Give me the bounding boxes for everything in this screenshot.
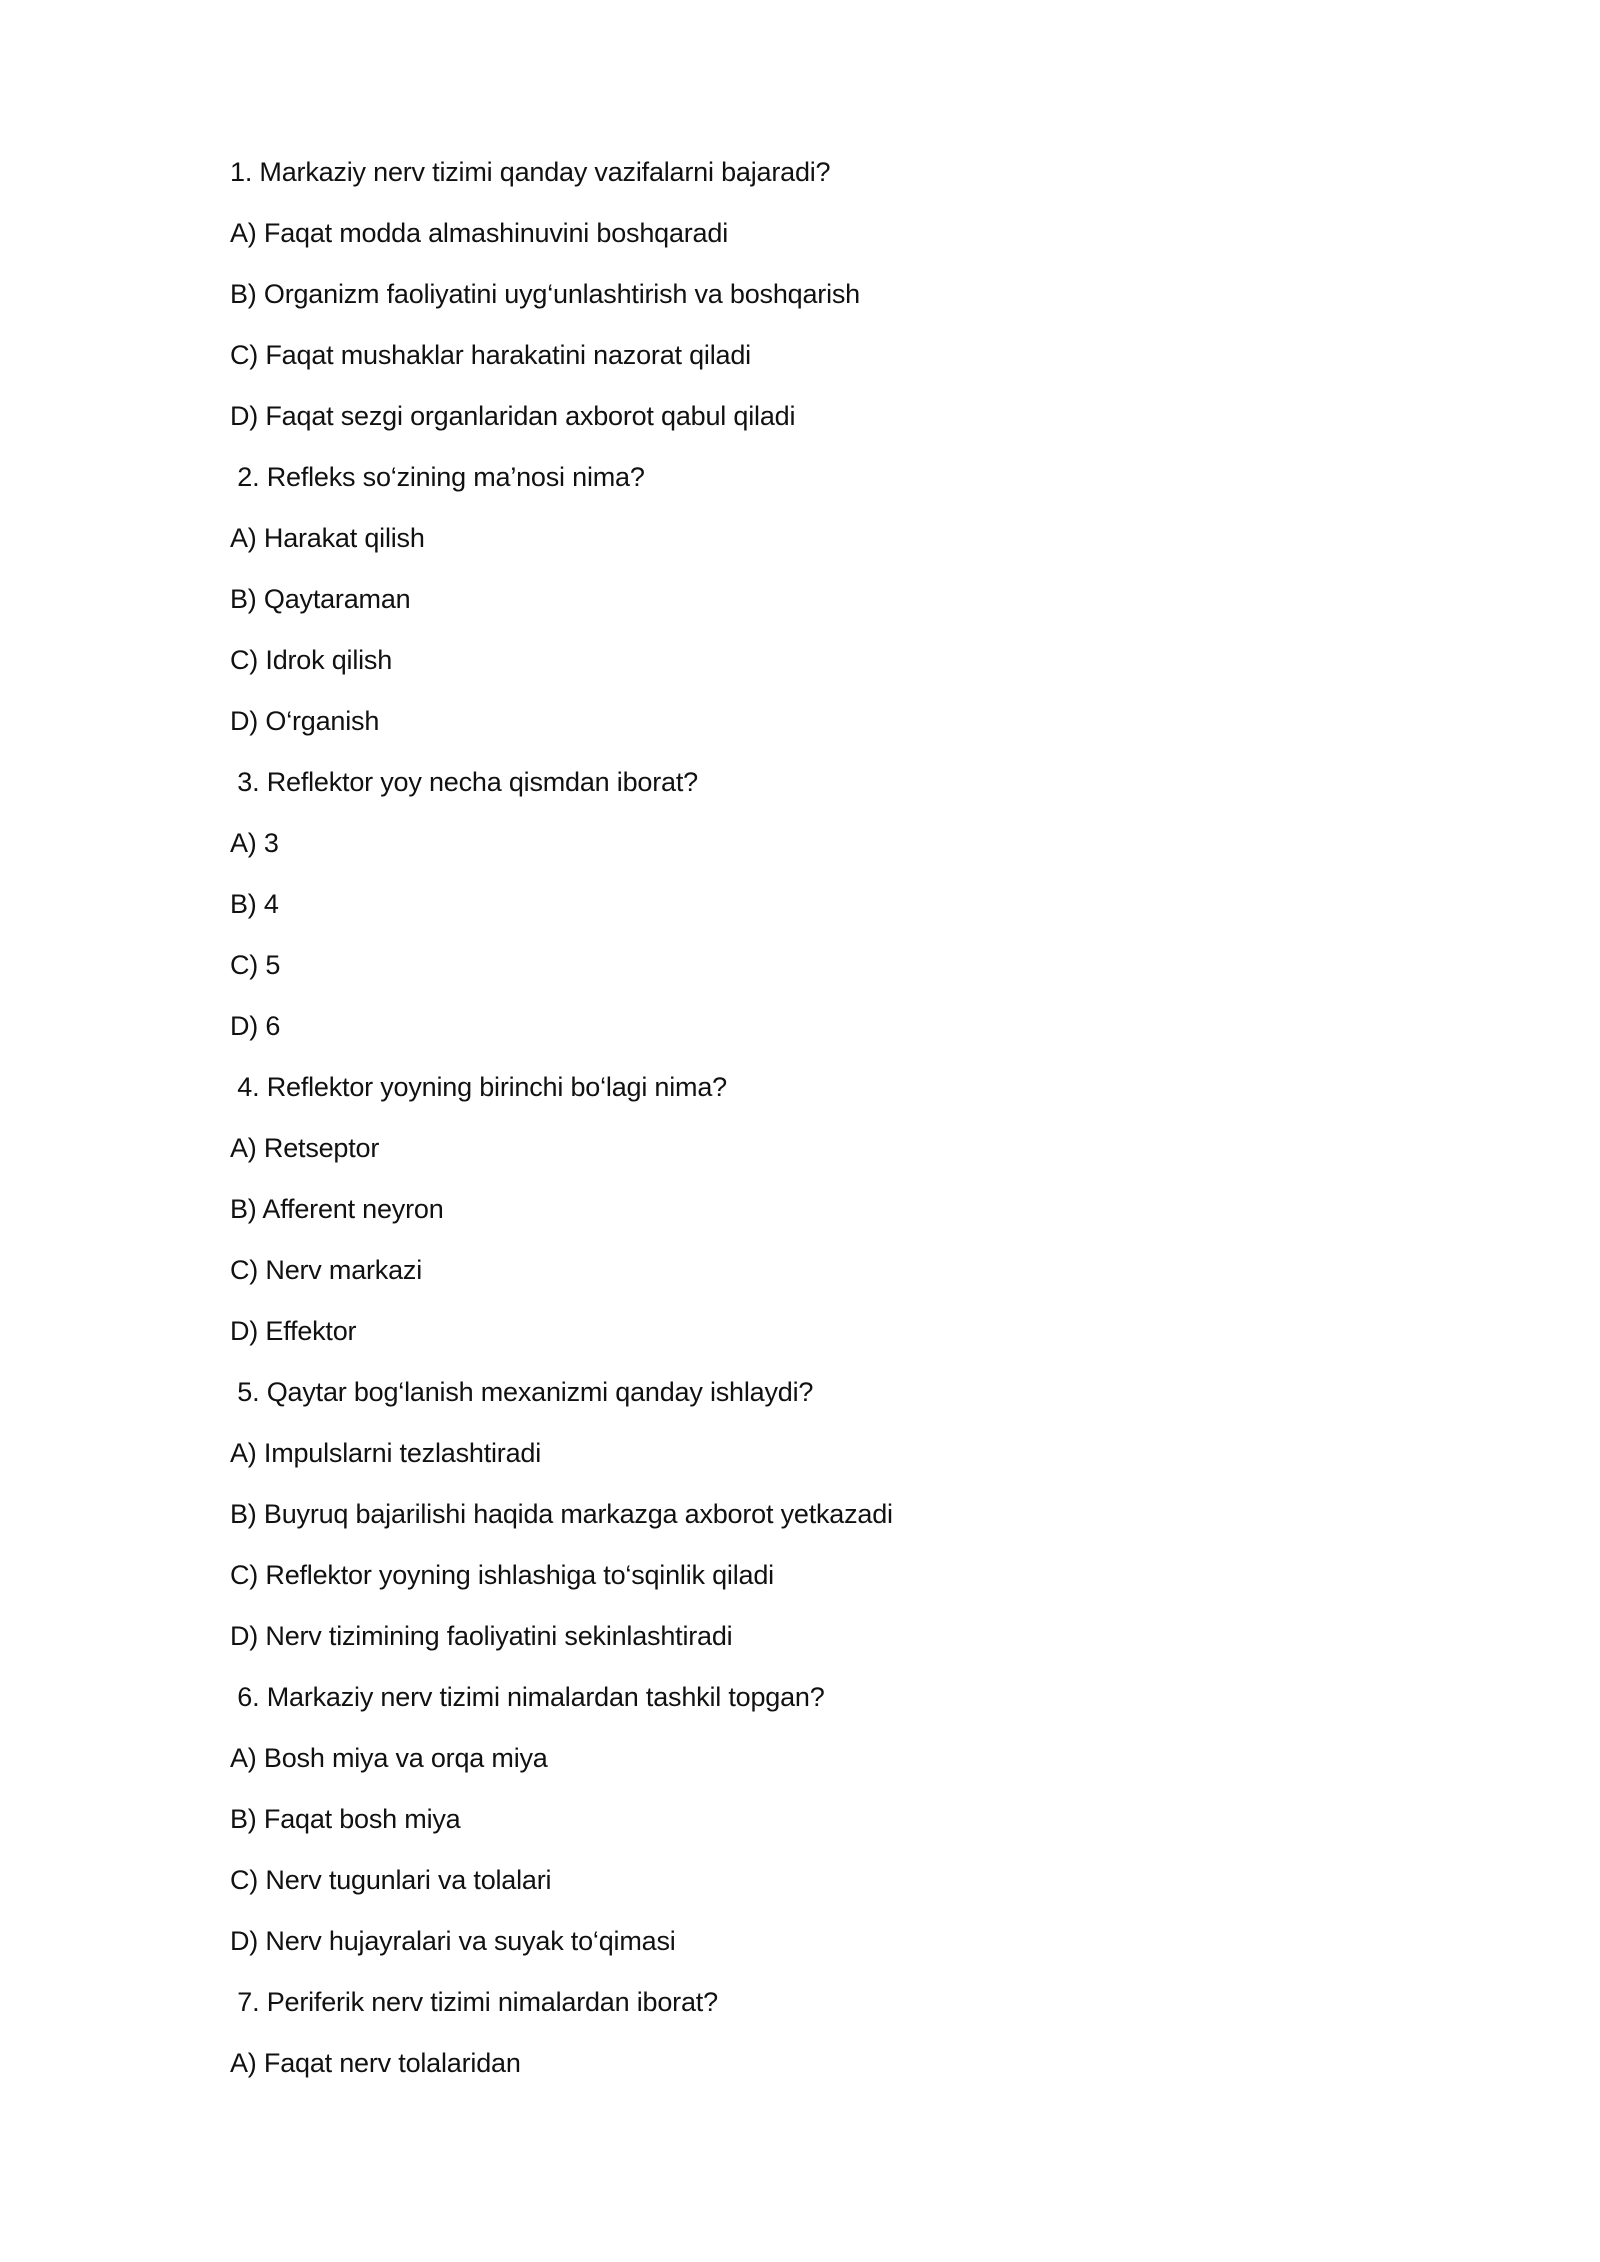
question-6-option-d: D) Nerv hujayralari va suyak to‘qimasi (230, 1926, 676, 1956)
question-2-option-d: D) O‘rganish (230, 706, 380, 736)
question-1-option-a: A) Faqat modda almashinuvini boshqaradi (230, 218, 728, 248)
question-1-option-c: C) Faqat mushaklar harakatini nazorat qiladi (230, 340, 751, 370)
question-6-option-a: A) Bosh miya va orqa miya (230, 1743, 548, 1773)
question-1-option-d: D) Faqat sezgi organlaridan axborot qabul qiladi (230, 401, 796, 431)
question-3-option-c: C) 5 (230, 950, 281, 980)
question-4-option-d: D) Effektor (230, 1316, 357, 1346)
question-3-option-d: D) 6 (230, 1011, 281, 1041)
question-6-option-c: C) Nerv tugunlari va tolalari (230, 1865, 552, 1895)
question-4-option-b: B) Afferent neyron (230, 1194, 444, 1224)
question-7: 7. Periferik nerv tizimi nimalardan iborat? (230, 1987, 718, 2017)
question-5-option-b: B) Buyruq bajarilishi haqida markazga axborot yetkazadi (230, 1499, 893, 1529)
question-2-option-c: C) Idrok qilish (230, 645, 393, 675)
document-body (230, 156, 1400, 2108)
question-1: 1. Markaziy nerv tizimi qanday vazifalarni bajaradi? (230, 157, 831, 187)
question-4-option-c: C) Nerv markazi (230, 1255, 423, 1285)
question-4: 4. Reflektor yoyning birinchi bo‘lagi nima? (230, 1072, 727, 1102)
question-7-option-a: A) Faqat nerv tolalaridan (230, 2048, 521, 2078)
question-2-option-a: A) Harakat qilish (230, 523, 425, 553)
question-3-option-b: B) 4 (230, 889, 279, 919)
question-2: 2. Refleks so‘zining ma’nosi nima? (230, 462, 645, 492)
question-6: 6. Markaziy nerv tizimi nimalardan tashkil topgan? (230, 1682, 825, 1712)
question-2-option-b: B) Qaytaraman (230, 584, 411, 614)
question-5: 5. Qaytar bog‘lanish mexanizmi qanday ishlaydi? (230, 1377, 814, 1407)
question-5-option-c: C) Reflektor yoyning ishlashiga to‘sqinlik qiladi (230, 1560, 774, 1590)
question-3: 3. Reflektor yoy necha qismdan iborat? (230, 767, 698, 797)
question-3-option-a: A) 3 (230, 828, 279, 858)
question-5-option-d: D) Nerv tizimining faoliyatini sekinlashtiradi (230, 1621, 733, 1651)
question-4-option-a: A) Retseptor (230, 1133, 380, 1163)
question-6-option-b: B) Faqat bosh miya (230, 1804, 461, 1834)
question-1-option-b: B) Organizm faoliyatini uyg‘unlashtirish va boshqarish (230, 279, 861, 309)
question-5-option-a: A) Impulslarni tezlashtiradi (230, 1438, 542, 1468)
